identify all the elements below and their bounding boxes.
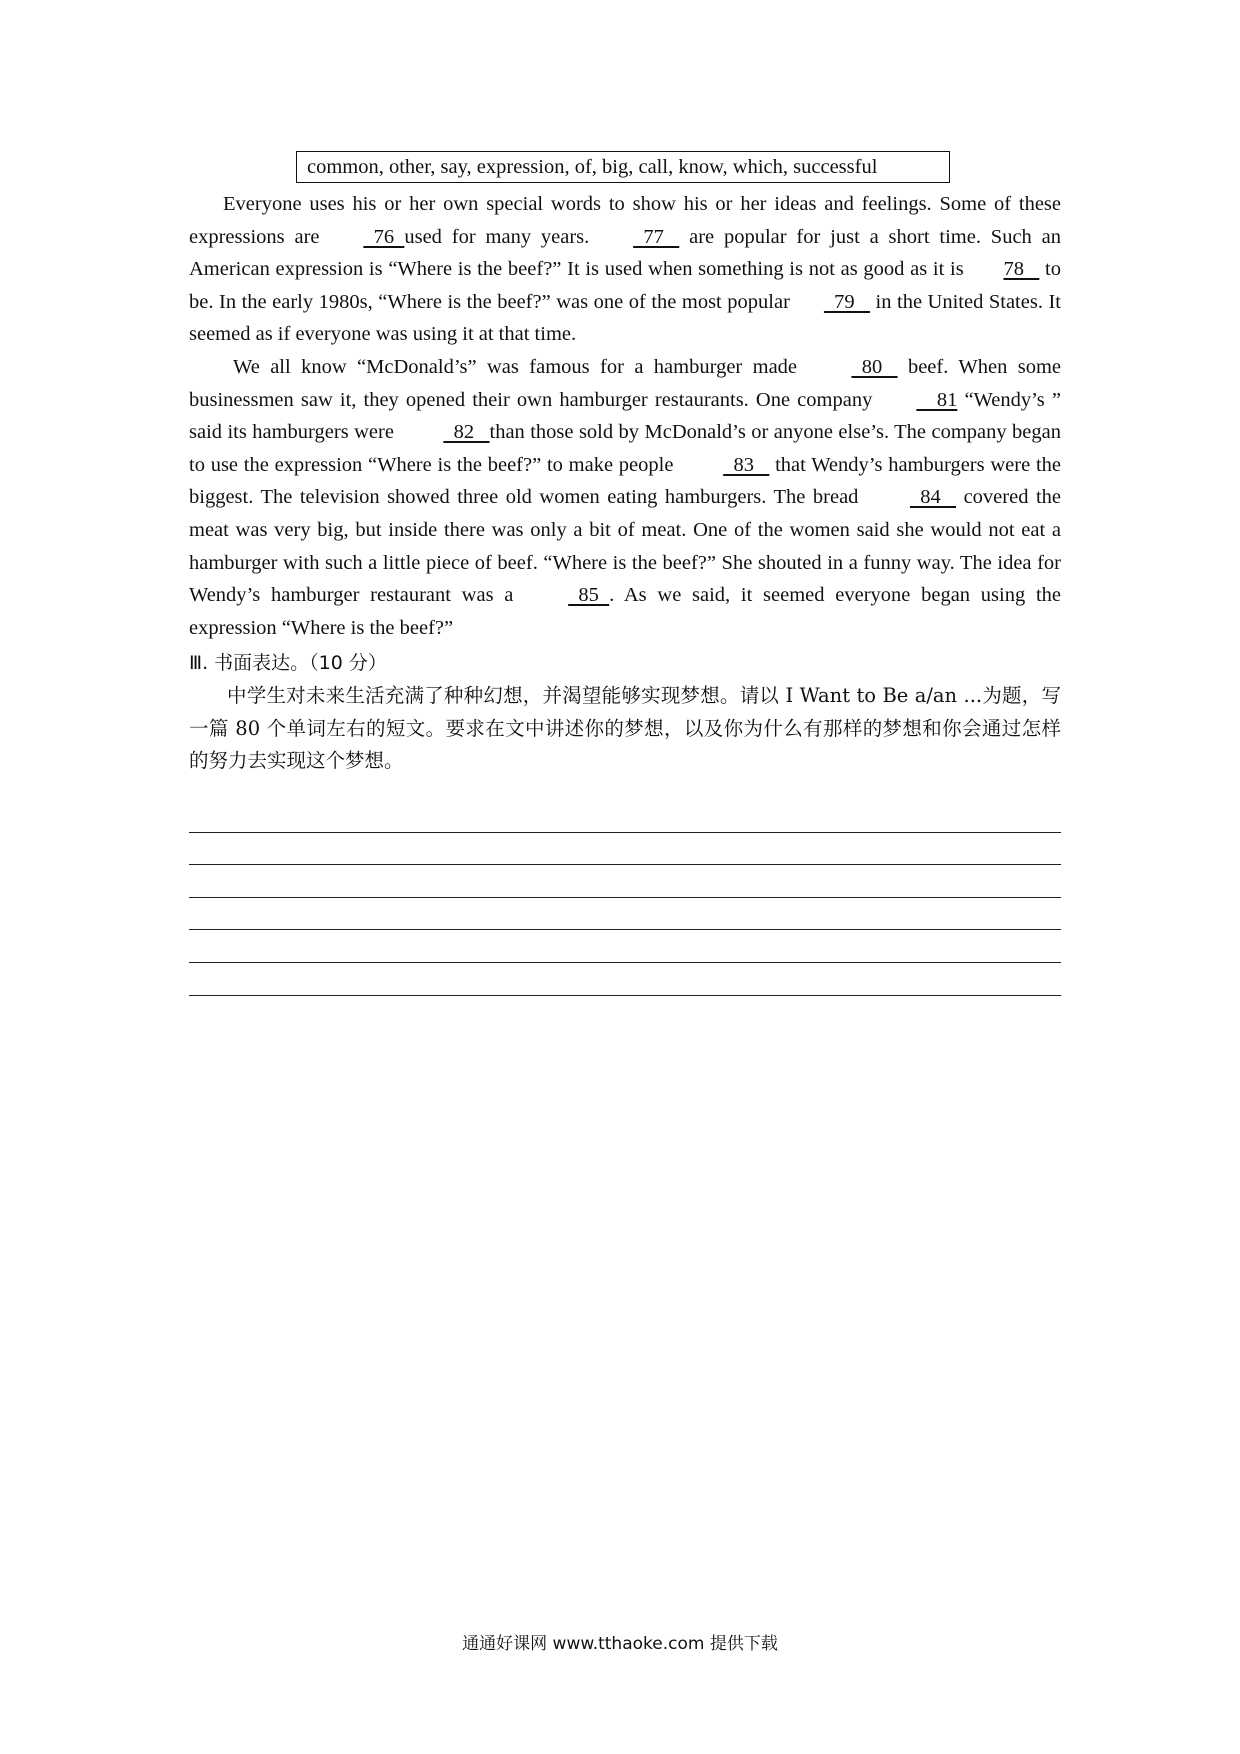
writing-line[interactable] <box>189 865 1061 898</box>
passage-text: are popular for just a short time. Such an American expression is “Where is the beef?” It is used when something is not as good as it is <box>189 225 1061 281</box>
answer-blank[interactable]: 84 <box>909 486 957 509</box>
word-bank-box <box>296 151 950 183</box>
answer-blank[interactable]: 82 <box>443 421 490 444</box>
writing-line[interactable] <box>189 963 1061 996</box>
passage-text: . As we said, it seemed everyone began using the expression “Where is the beef?” <box>189 584 1061 639</box>
answer-blank[interactable]: 76 <box>363 225 405 248</box>
passage-text: in the United States. It seemed as if everyone was using it at that time. <box>189 290 1061 346</box>
writing-line[interactable] <box>189 833 1061 866</box>
passage-text: than those sold by McDonald’s or anyone else’s. The company began to use the expression “Where is the beef?” to make people <box>189 421 1061 476</box>
writing-instructions: 中学生对未来生活充满了种种幻想，并渴望能够实现梦想。请以 I Want to Be a/an ...为题，写一篇 80 个单词左右的短文。要求在文中讲述你的梦想，以及你为什么有那样的梦想和你会通过怎样的努力去实现这个梦想。 <box>189 684 1061 772</box>
passage-paragraph-1 <box>189 188 1061 351</box>
passage-text: to be. In the early 1980s, “Where is the beef?” was one of the most popular <box>189 258 1061 313</box>
writing-line[interactable] <box>189 800 1061 833</box>
writing-line[interactable] <box>189 898 1061 931</box>
answer-blank[interactable]: 79 <box>823 290 871 313</box>
footer-source: 通通好课网 www.tthaoke.com 提供下载 <box>462 1634 778 1654</box>
answer-blank[interactable]: 77 <box>633 225 680 248</box>
passage-text: that Wendy’s hamburgers were the biggest. The television showed three old women eating hamburgers. The bread <box>189 453 1061 509</box>
passage-text: used for many years. <box>404 225 600 248</box>
passage-text: covered the meat was very big, but inside there was only a bit of meat. One of the women said she would not eat a hamburger with such a little piece of beef. “Where is the beef?” She shouted in a funny way. The idea for Wendy’s hamburger restaurant was a <box>189 486 1061 607</box>
answer-blank[interactable]: 78 <box>1003 258 1040 281</box>
section-title-writing: Ⅲ. 书面表达。（10 分） <box>189 652 387 674</box>
passage-text: Everyone uses his or her own special words to show his or her ideas and feelings. Some of these expressions are <box>189 193 1061 248</box>
passage-paragraph-2 <box>189 351 1061 644</box>
passage-text: beef. When some businessmen saw it, they opened their own hamburger restaurants. One company <box>189 355 1062 411</box>
answer-blank[interactable]: 83 <box>723 453 770 476</box>
cloze-passage <box>189 188 1061 644</box>
answer-blank[interactable]: 81 <box>916 388 958 411</box>
passage-text: “Wendy’s ” said its hamburgers were <box>189 388 1061 444</box>
answer-blank[interactable]: 80 <box>851 355 898 378</box>
writing-lines <box>189 800 1061 996</box>
word-bank-text: common, other, say, expression, of, big, call, know, which, successful <box>307 156 878 178</box>
writing-line[interactable] <box>189 930 1061 963</box>
answer-blank[interactable]: 85 <box>568 584 610 607</box>
passage-text: We all know “McDonald’s” was famous for a hamburger made <box>233 355 808 378</box>
